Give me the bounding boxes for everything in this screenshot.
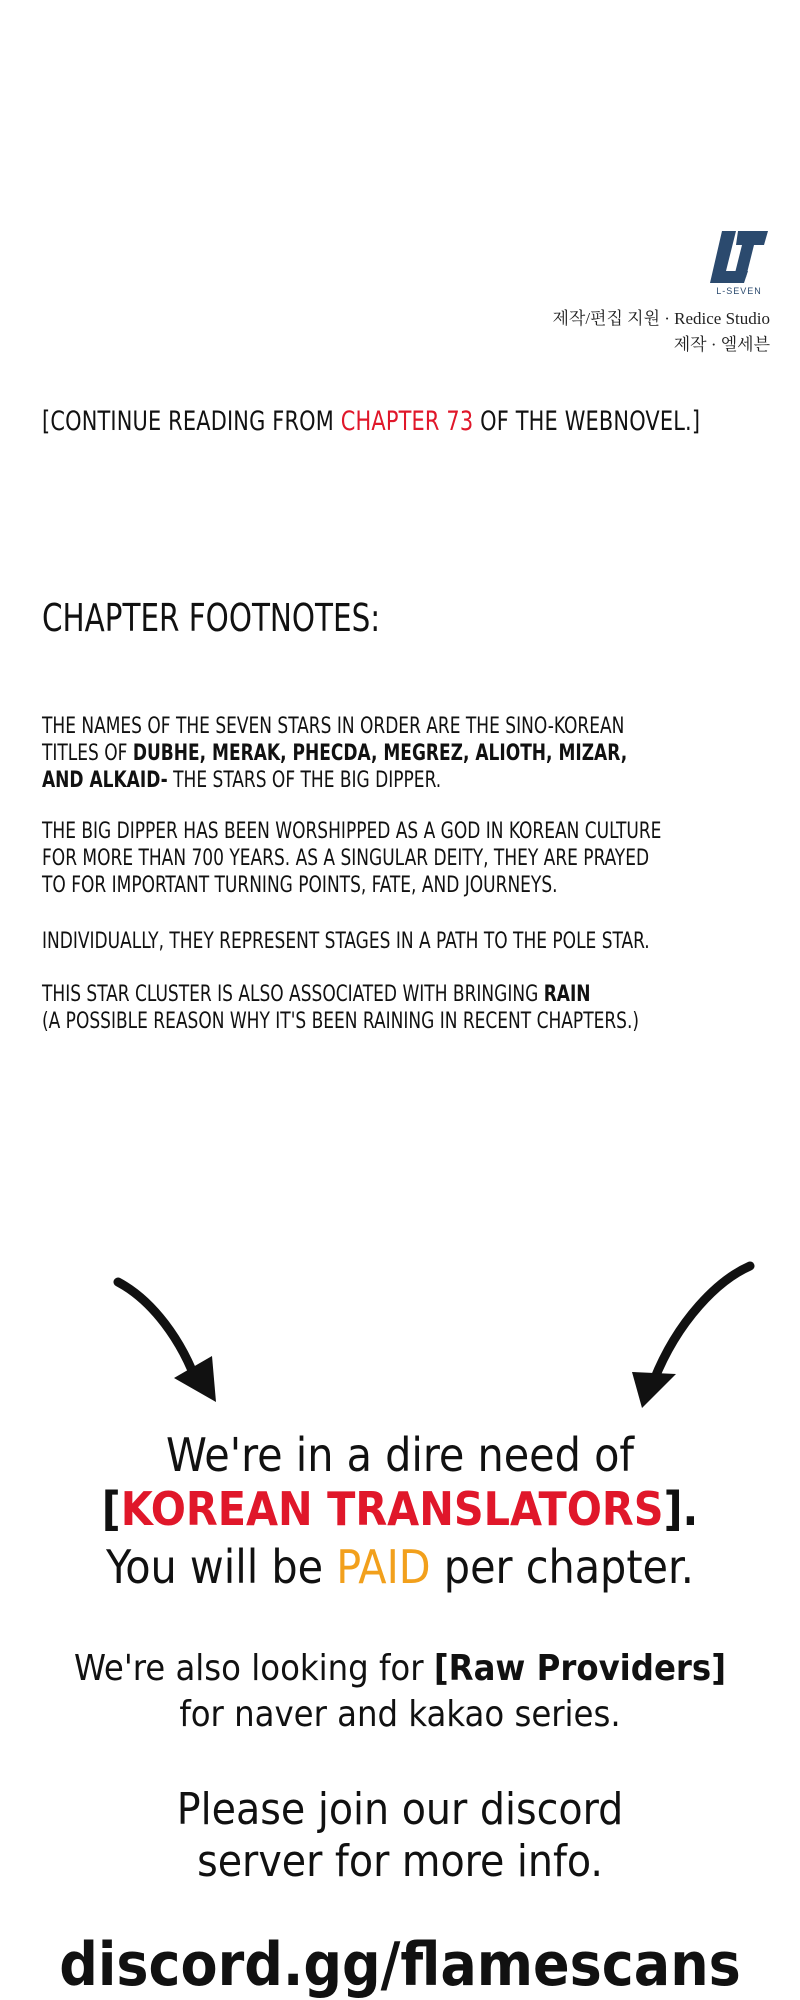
raw-prefix: We're also looking for bbox=[73, 1648, 434, 1689]
note1-line2-prefix: TITLES OF bbox=[42, 741, 133, 766]
footnote-rain bbox=[42, 981, 639, 1035]
raw-providers-highlight: [Raw Providers] bbox=[433, 1648, 726, 1689]
l-seven-logo bbox=[708, 225, 770, 291]
recruit-raw-providers bbox=[0, 1648, 800, 1689]
note1-line1: THE NAMES OF THE SEVEN STARS IN ORDER ARE THE SINO-KOREAN bbox=[42, 714, 625, 739]
paid-prefix: You will be bbox=[106, 1540, 337, 1594]
note2-line1: THE BIG DIPPER HAS BEEN WORSHIPPED AS A GOD IN KOREAN CULTURE bbox=[42, 819, 662, 844]
paid-highlight: PAID bbox=[336, 1540, 431, 1594]
recruit-translators bbox=[0, 1482, 800, 1536]
arrow-down-right-icon bbox=[112, 1260, 222, 1410]
discord-invite-line1: Please join our discord bbox=[176, 1784, 624, 1835]
footnote-pole-star: INDIVIDUALLY, THEY REPRESENT STAGES IN A PATH TO THE POLE STAR. bbox=[42, 929, 650, 954]
discord-invite-line2: server for more info. bbox=[197, 1836, 603, 1887]
star-names: DUBHE, MERAK, PHECDA, MEGREZ, ALIOTH, MIZAR, bbox=[132, 741, 628, 766]
korean-translators-highlight: KOREAN TRANSLATORS bbox=[120, 1482, 664, 1536]
credit-production-support: 제작/편집 지원 · Redice Studio bbox=[552, 309, 770, 328]
footnotes-title: CHAPTER FOOTNOTES: bbox=[42, 596, 381, 640]
note1-line2 bbox=[42, 740, 627, 767]
bracket-open: [ bbox=[101, 1482, 121, 1536]
rain-word: RAIN bbox=[543, 982, 591, 1007]
note2-line2: FOR MORE THAN 700 YEARS. AS A SINGULAR DEITY, THEY ARE PRAYED bbox=[42, 846, 650, 871]
discord-link[interactable]: discord.gg/flamescans bbox=[59, 1930, 741, 2000]
recruit-heading: We're in a dire need of bbox=[166, 1428, 634, 1482]
footnote-big-dipper-worship bbox=[42, 818, 661, 899]
recruit-series: for naver and kakao series. bbox=[179, 1694, 621, 1735]
credit-production: 제작 · 엘세븐 bbox=[673, 335, 770, 354]
note1-line3 bbox=[42, 767, 627, 794]
chapter-highlight: CHAPTER 73 bbox=[340, 406, 474, 437]
star-names-end: AND ALKAID- bbox=[42, 768, 168, 793]
continue-suffix: OF THE WEBNOVEL.] bbox=[473, 406, 701, 437]
note4-line1-prefix: THIS STAR CLUSTER IS ALSO ASSOCIATED WITH BRINGING bbox=[42, 982, 544, 1007]
note4-line1 bbox=[42, 981, 639, 1008]
arrow-down-left-icon bbox=[628, 1260, 758, 1410]
footnote-seven-stars bbox=[42, 713, 627, 794]
note1-line3-suffix: THE STARS OF THE BIG DIPPER. bbox=[167, 768, 442, 793]
note2-line3: TO FOR IMPORTANT TURNING POINTS, FATE, AND JOURNEYS. bbox=[42, 873, 558, 898]
note4-line2: (A POSSIBLE REASON WHY IT'S BEEN RAINING IN RECENT CHAPTERS.) bbox=[42, 1009, 640, 1034]
recruit-paid bbox=[0, 1540, 800, 1594]
logo-label: L-SEVEN bbox=[716, 286, 762, 296]
bracket-close: ]. bbox=[663, 1482, 699, 1536]
continue-prefix: [CONTINUE READING FROM bbox=[42, 406, 341, 437]
paid-suffix: per chapter. bbox=[430, 1540, 694, 1594]
continue-reading-notice bbox=[42, 406, 700, 437]
